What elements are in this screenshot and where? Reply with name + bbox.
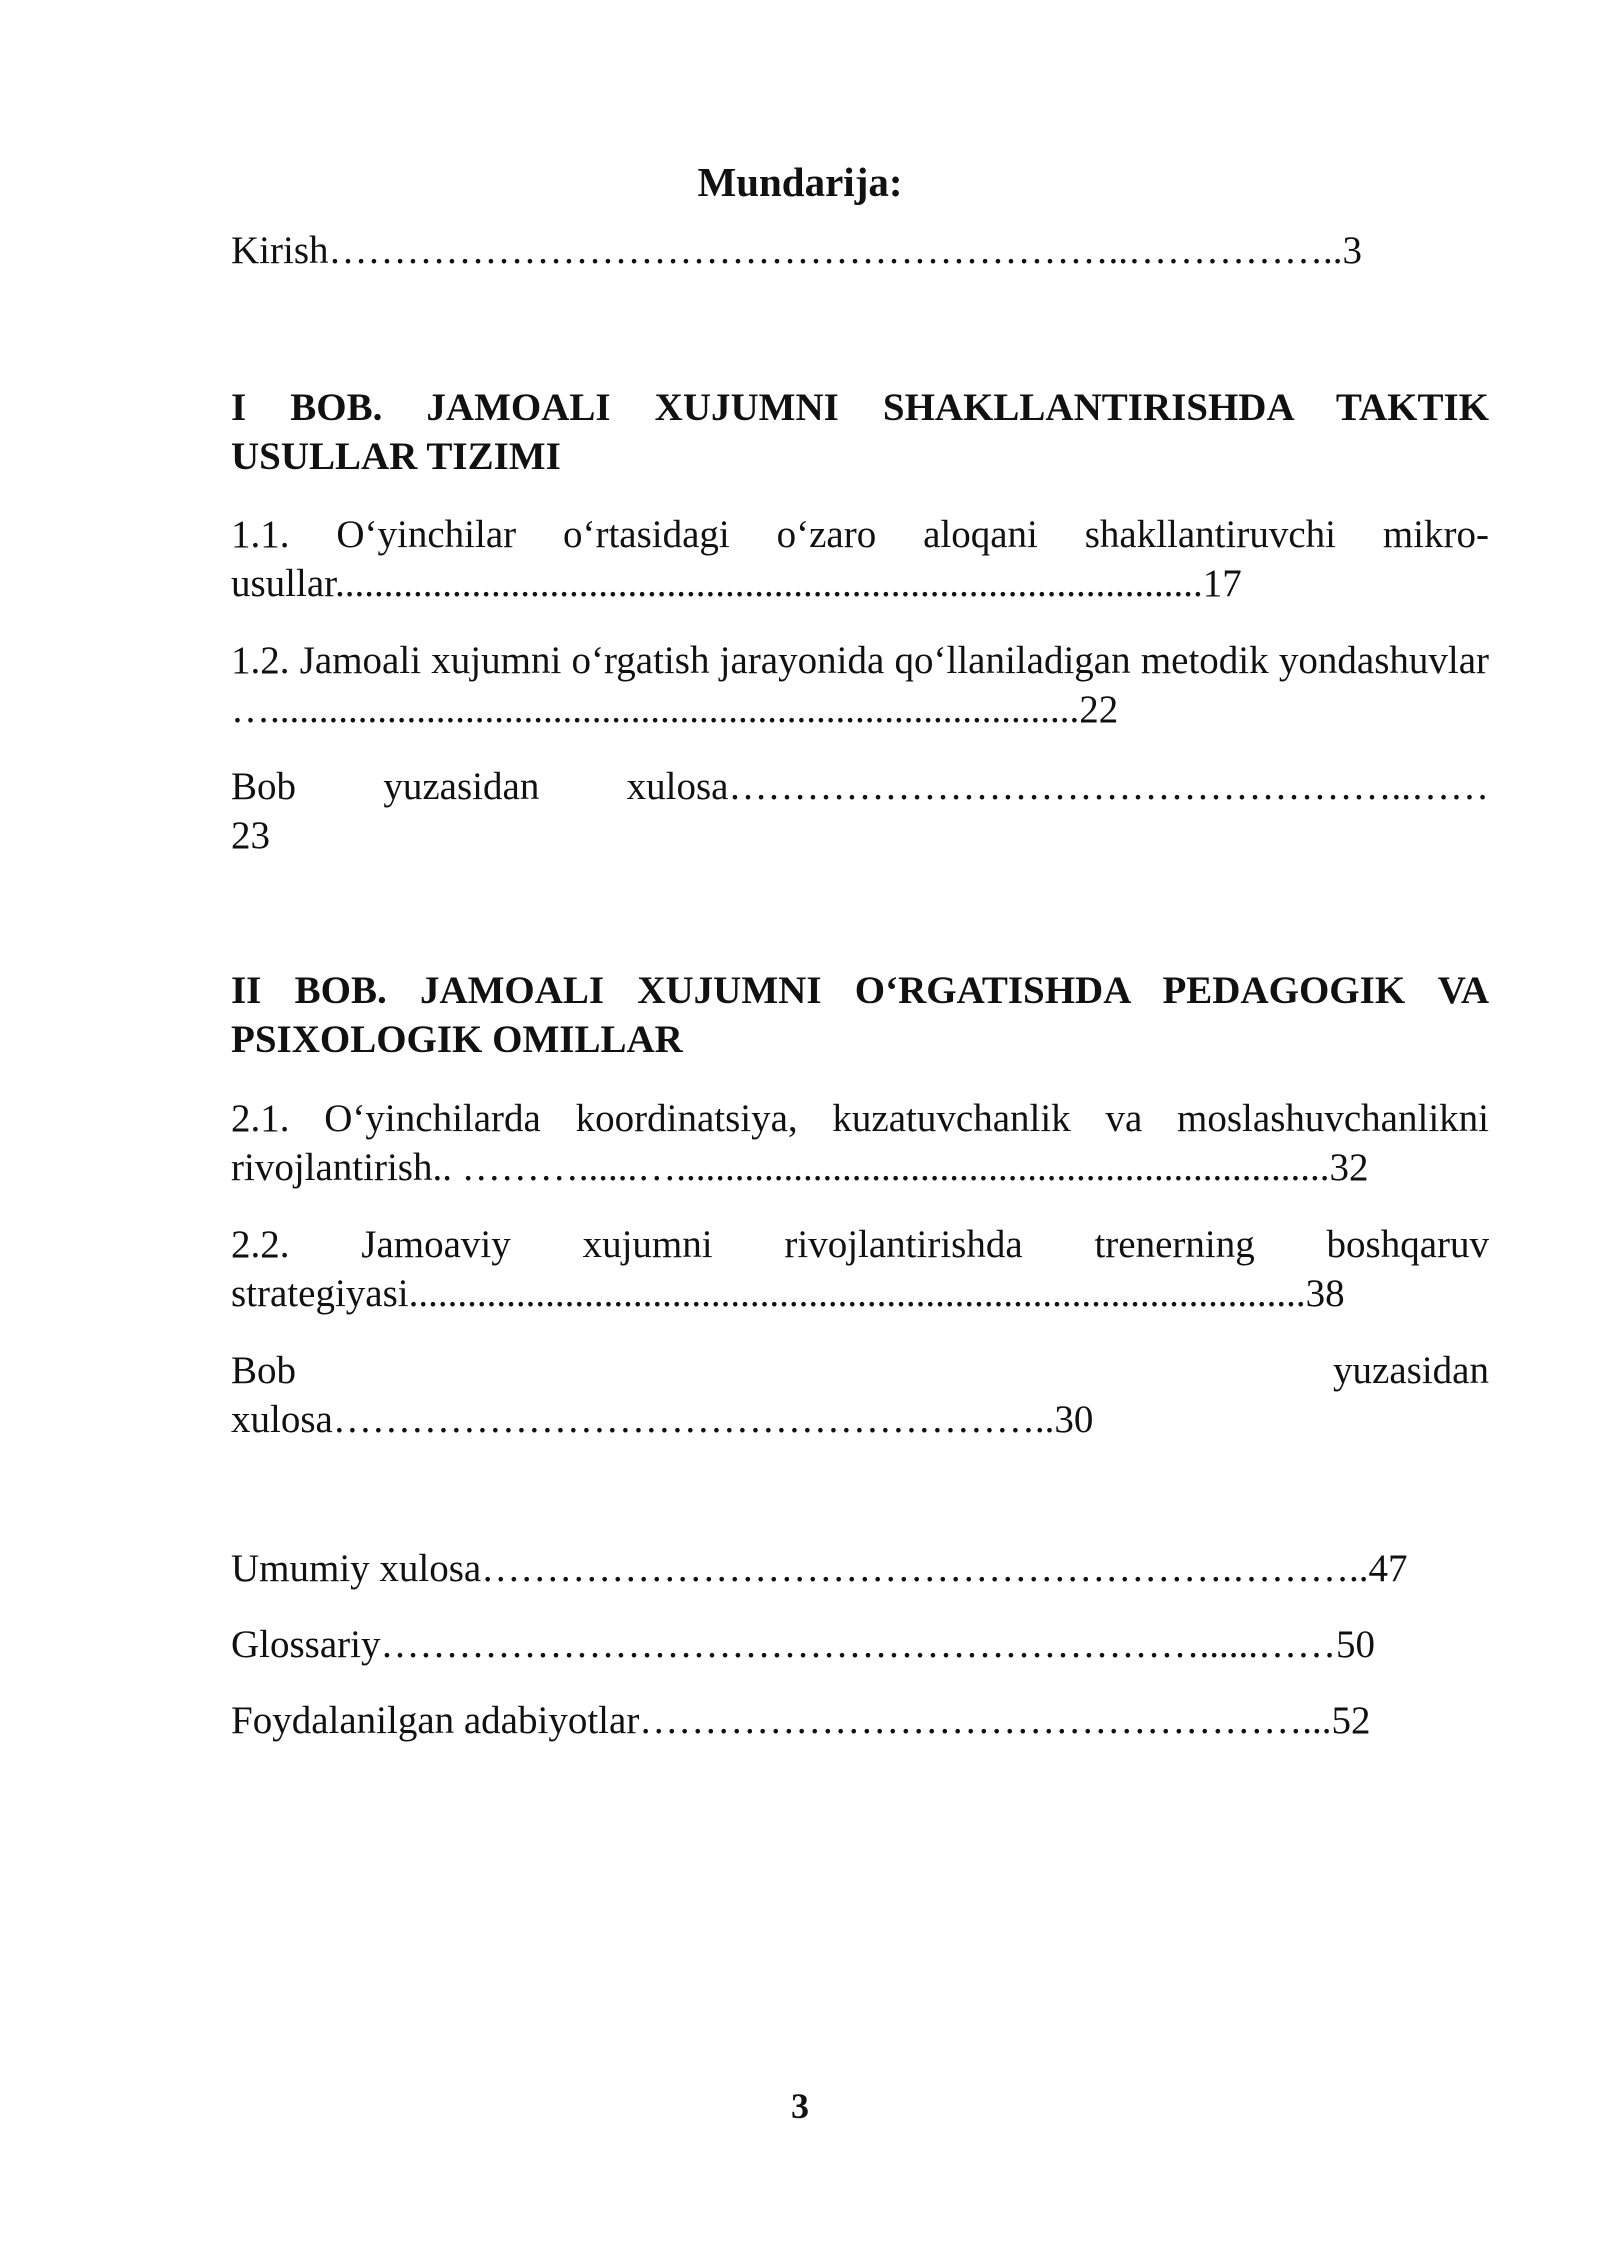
toc-entry-chapter-1-summary: Bob yuzasidan xulosa……………………………………………..…… bbox=[231, 765, 1489, 808]
toc-entry-chapter-1-summary-page: 23 bbox=[231, 814, 270, 857]
toc-entry-chapter-2-summary: Bob yuzasidan bbox=[231, 1349, 1489, 1392]
toc-entry-2-2: 2.2. Jamoaviy xujumni rivojlantirishda trenerning boshqaruv strategiyasi............................................................................................38 bbox=[231, 1223, 1489, 1315]
toc-entry-conclusion: Umumiy xulosa………………………………………………….………..47 bbox=[231, 1547, 1408, 1590]
page-title: Mundarija: bbox=[697, 159, 903, 205]
page-number: 3 bbox=[791, 2086, 809, 2126]
toc-entry-1-1: 1.1. O‘yinchilar o‘rtasidagi o‘zaro aloqani shakllantiruvchi mikro-usullar.........................................................................................17 bbox=[231, 513, 1489, 605]
toc-entry-references: Foydalanilgan adabiyotlar……………………………………………...52 bbox=[231, 1699, 1371, 1742]
toc-entry-2-1: 2.1. O‘yinchilarda koordinatsiya, kuzatuvchanlik va moslashuvchanlikni rivojlantirish.. ………......…...................................................................32 bbox=[231, 1097, 1489, 1189]
chapter-2-heading: II BOB. JAMOALI XUJUMNI O‘RGATISHDA PEDAGOGIK VA PSIXOLOGIK OMILLAR bbox=[231, 969, 1489, 1061]
chapter-1-heading: I BOB. JAMOALI XUJUMNI SHAKLLANTIRISHDA TAKTIK USULLAR TIZIMI bbox=[231, 386, 1489, 478]
toc-entry-1-2: 1.2. Jamoali xujumni o‘rgatish jarayonida qo‘llaniladigan metodik yondashuvlar …...................................................................................22 bbox=[231, 639, 1489, 731]
toc-entry-glossary: Glossariy………………………………………………………......……50 bbox=[231, 1623, 1375, 1666]
toc-entry-chapter-2-summary-page: xulosa………………………………………………..30 bbox=[231, 1398, 1094, 1441]
toc-entry-intro: Kirish……………………………………………………..……………..3 bbox=[231, 229, 1362, 272]
